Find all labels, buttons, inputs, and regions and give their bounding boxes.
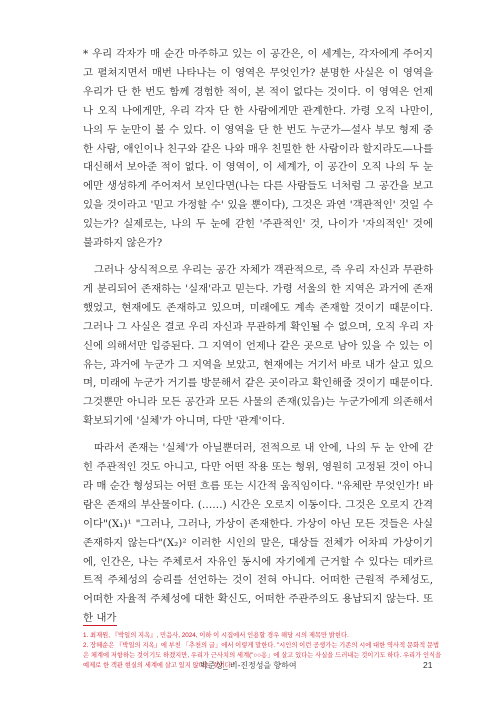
- paragraph-3: 따라서 존재는 '실체'가 아닐뿐더러, 전적으로 내 안에, 나의 두 눈 안에 갇힌 주관적인 것도 아니고, 다만 어떤 작용 또는 형위, 영원히 고정된 것이 아니라 매 순간 형성되는 어떤 흐름 또는 시간적 움직임이다. "유체란 무엇인가! 바람은 존재의 부산물이다. (……) 시간은 오로지 이동이다. 그것은 오로지 간격이다"(X₁)¹ "그러나, 그러나, 가상이 존재한다. 가상이 아닌 모든 것들은 사실 존재하지 않는다"(X₂)² 이러한 시인의 말은, 대상들 전체가 어차피 가상이기에, 인간은, 나는 주체로서 자유인 동시에 자기에게 근거할 수 있다는 데카르트적 주체성의 승리를 선언하는 것이 전혀 아니다. 어떠한 근원적 주체성도, 어떠한 자율적 주체성에 대한 확신도, 어떠한 주관주의도 용납되지 않는다. 또한 내가: [83, 442, 433, 625]
- body-text: [83, 45, 433, 636]
- page-footer: [0, 660, 500, 674]
- page-number: 21: [423, 660, 433, 670]
- paragraph-2: 그러나 상식적으로 우리는 공간 자체가 객관적으로, 즉 우리 자신과 무관하게 분리되어 존재하는 '실재'라고 믿는다. 가령 서울의 한 지역은 과거에 존재했었고, 현재에도 존재하고 있으며, 미래에도 계속 존재할 것이기 때문이다. 그러나 그 사실은 결코 우리 자신과 무관하게 확인될 수 없으며, 오직 우리 자신에 의해서만 입증된다. 그 지역이 언제나 같은 곳으로 남아 있을 수 있는 이유는, 과거에 누군가 그 지역을 보았고, 현재에는 거기서 바로 내가 살고 있으며, 미래에 누군가 거기를 방문해서 같은 곳이라고 확인해줄 것이기 때문이다. 그것뿐만 아니라 모든 공간과 모든 사물의 존재(있음)는 누군가에게 의존해서 확보되기에 '실체'가 아니며, 다만 '관계'이다.: [83, 263, 433, 428]
- paragraph-1: * 우리 각자가 매 순간 마주하고 있는 이 공간은, 이 세계는, 각자에게 주어지고 펼쳐지면서 매번 나타나는 이 영역은 무엇인가? 분명한 사실은 이 영역을 우리가 단 한 번도 함께 경험한 적이, 본 적이 없다는 것이다. 이 영역은 언제나 오직 나에게만, 우리 각자 단 한 사람에게만 관계한다. 가령 오직 나만이, 나의 두 눈만이 볼 수 있다. 이 영역을 단 한 번도 누군가—설사 부모 형제 중 한 사람, 애인이나 친구와 같은 나와 매우 친밀한 한 사람이라 할지라도—나를 대신해서 보아준 적이 없다. 이 영역이, 이 세계가, 이 공간이 오직 나의 두 눈에만 생성하게 주어져서 보인다면(나는 다른 사람들도 너처럼 그 공간을 보고 있을 것이라고 '믿고 가정할 수' 있을 뿐이다), 그것은 과연 '객관적인' 것일 수 있는가? 실제로는, 나의 두 눈에 갇힌 '주관적인' 것, 나이가 '자의적인' 것에 불과하지 않은가?: [83, 48, 433, 250]
- footnote-1: 1. 최재원, 『박일의 지옥』, 민음사, 2024, 이하 이 시집에서 인용할 경우 해당 시의 제목만 밝힌다.: [83, 632, 349, 639]
- footnote-divider: [83, 625, 117, 626]
- running-title: 박준상_ 비-진정성을 향하여: [200, 661, 297, 670]
- footnote-2: 2. 장혜순은 『박일의 지옥』에 부친 「추천의 글」에서 이렇게 말한다. "시인의 이런 공생가는 기존의 시에 대한 역사적 문화적 문법은 체계에 저항하는 것이기도 하겠지만, 우리가 근사치의 세계("○○옹」에 살고 있다는 사실을 드러내는 것이기도 하다. 우리가 인식을 예제로 한 객관 현실의 세계에 살고 있지 않다는 것이다.": [83, 642, 442, 669]
